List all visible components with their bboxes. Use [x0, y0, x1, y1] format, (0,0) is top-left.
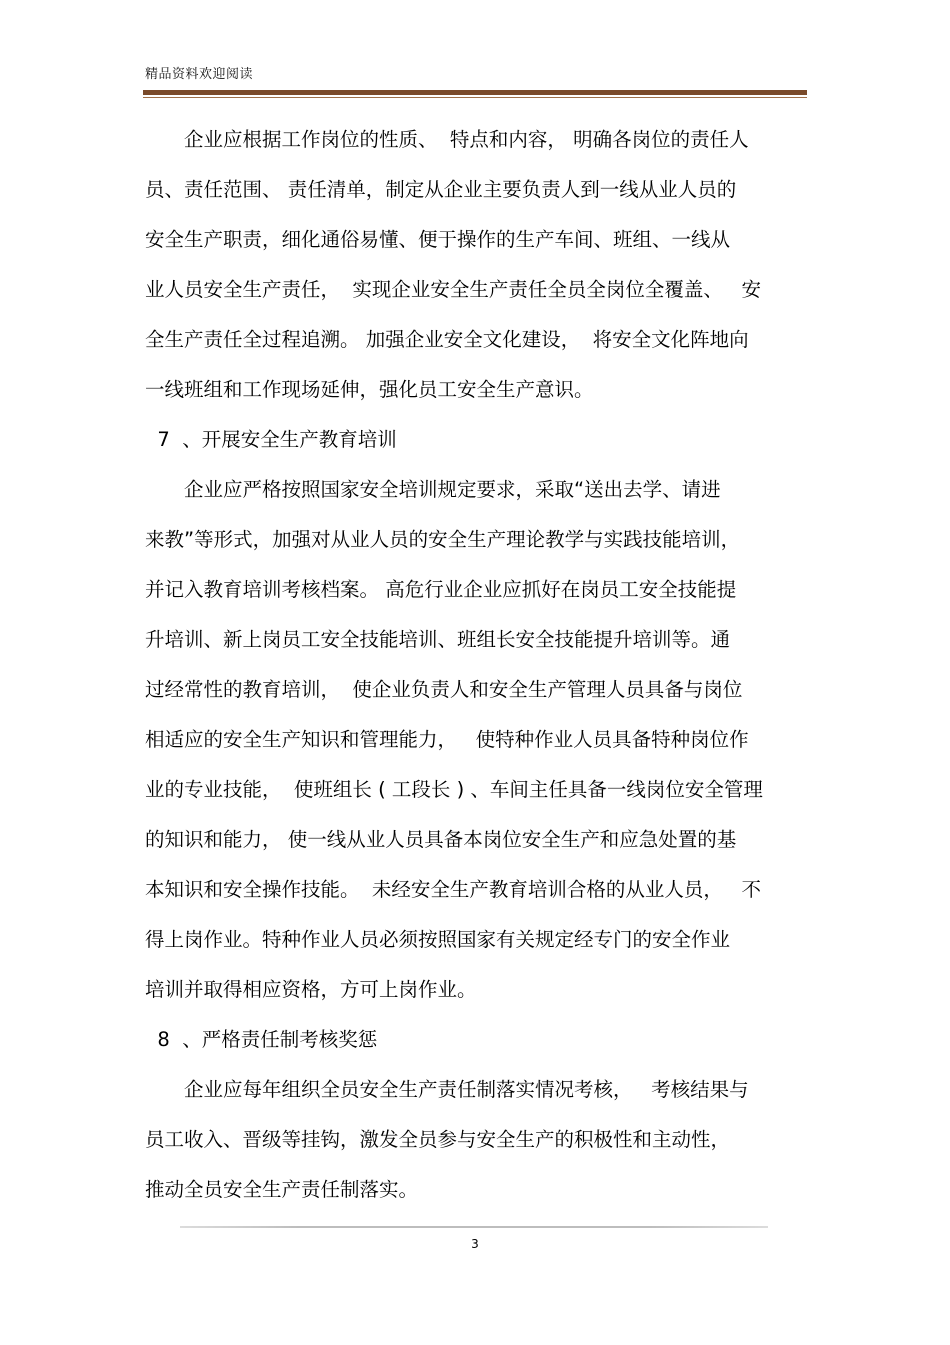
body-line: 企业应根据工作岗位的性质、 特点和内容， 明确各岗位的责任人: [145, 128, 749, 151]
section-heading: 7 、开展安全生产教育培训: [145, 428, 397, 451]
body-line: 本知识和安全操作技能。 未经安全生产教育培训合格的从业人员， 不: [145, 878, 761, 901]
section-heading: 8 、严格责任制考核奖惩: [145, 1028, 378, 1051]
body-line: 过经常性的教育培训， 使企业负责人和安全生产管理人员具备与岗位: [145, 678, 743, 701]
body-line: 企业应每年组织全员安全生产责任制落实情况考核， 考核结果与: [145, 1078, 749, 1101]
body-line: 员工收入、晋级等挂钩，激发全员参与安全生产的积极性和主动性，: [145, 1128, 731, 1151]
body-line: 的知识和能力， 使一线从业人员具备本岗位安全生产和应急处置的基: [145, 828, 737, 851]
body-line: 员、责任范围、 责任清单，制定从企业主要负责人到一线从业人员的: [145, 178, 737, 201]
header-rule: [143, 90, 807, 95]
body-line: 升培训、新上岗员工安全技能培训、班组长安全技能提升培训等。通: [145, 628, 731, 651]
footer-rule: [180, 1226, 768, 1228]
body-line: 业的专业技能， 使班组长 ( 工段长 ) 、车间主任具备一线岗位安全管理: [145, 778, 763, 801]
body-line: 培训并取得相应资格，方可上岗作业。: [145, 978, 477, 1001]
body-line: 得上岗作业。特种作业人员必须按照国家有关规定经专门的安全作业: [145, 928, 731, 951]
header-rule-thin: [143, 97, 807, 98]
body-line: 全生产责任全过程追溯。 加强企业安全文化建设， 将安全文化阵地向: [145, 328, 749, 351]
body-line: 推动全员安全生产责任制落实。: [145, 1178, 419, 1201]
body-line: 一线班组和工作现场延伸，强化员工安全生产意识。: [145, 378, 594, 401]
body-line: 企业应严格按照国家安全培训规定要求，采取“送出去学、请进: [145, 478, 721, 501]
body-line: 相适应的安全生产知识和管理能力， 使特种作业人员具备特种岗位作: [145, 728, 749, 751]
body-line: 来教”等形式，加强对从业人员的安全生产理论教学与实践技能培训，: [145, 528, 741, 551]
body-line: 安全生产职责，细化通俗易懂、便于操作的生产车间、班组、一线从: [145, 228, 731, 251]
header-text: 精品资料欢迎阅读: [145, 67, 254, 82]
body-line: 业人员安全生产责任， 实现企业安全生产责任全员全岗位全覆盖、 安: [145, 278, 761, 301]
body-line: 并记入教育培训考核档案。 高危行业企业应抓好在岗员工安全技能提: [145, 578, 737, 601]
page-number: 3: [471, 1237, 479, 1251]
